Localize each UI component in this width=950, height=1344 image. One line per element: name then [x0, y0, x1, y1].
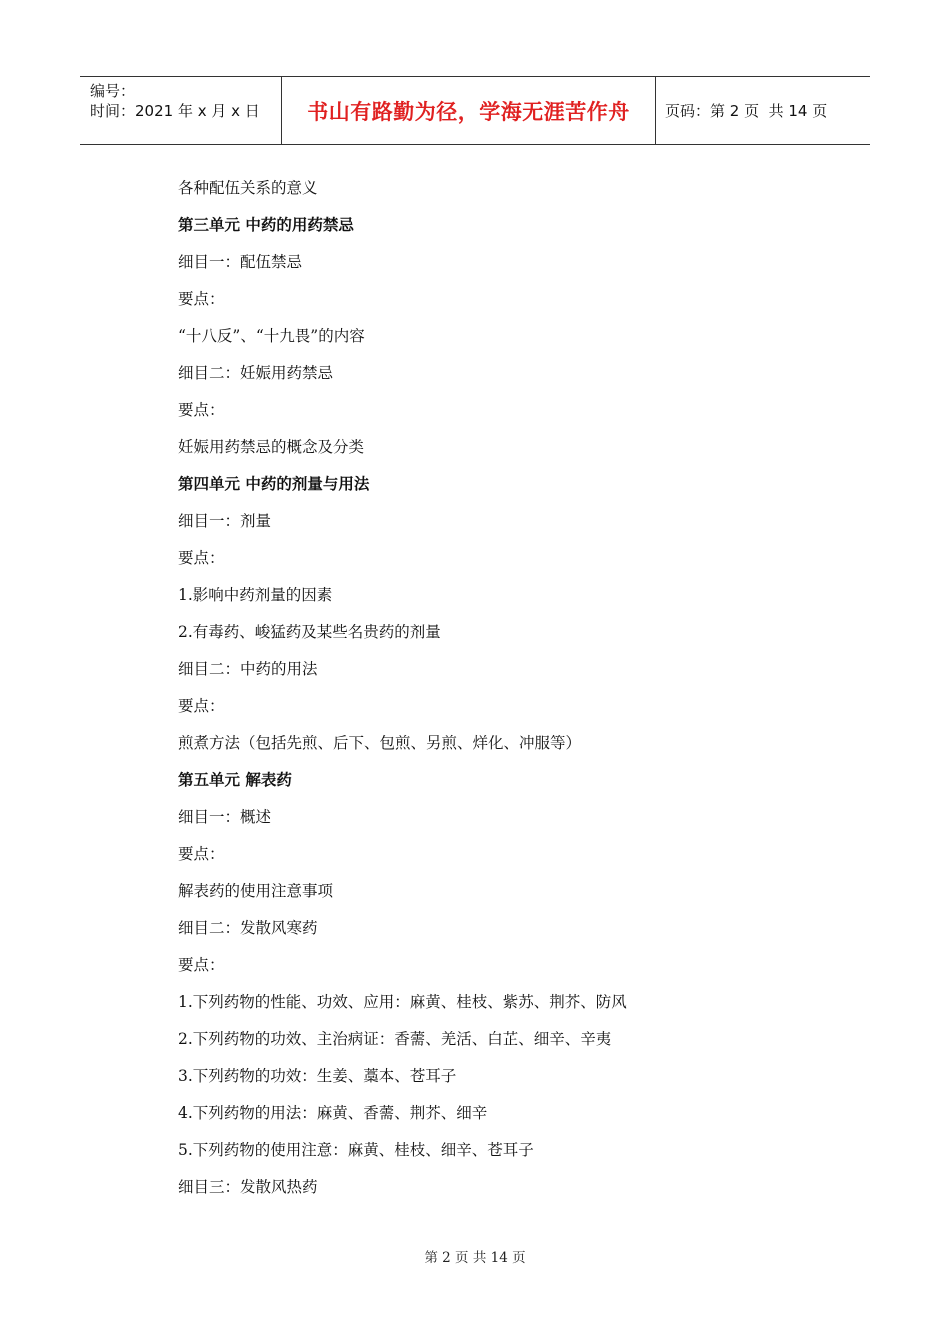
- page-header: [80, 76, 870, 145]
- text-line: 细目三：发散风热药: [178, 1178, 318, 1196]
- text-line: 细目一：概述: [178, 808, 272, 826]
- text-line: 1.下列药物的性能、功效、应用：麻黄、桂枝、紫苏、荆芥、防风: [178, 993, 627, 1011]
- page-footer: 第 2 页 共 14 页: [424, 1250, 526, 1266]
- header-divider-right: [655, 77, 656, 144]
- text-line: 细目一：剂量: [178, 512, 272, 530]
- text-line: 细目一：配伍禁忌: [178, 253, 303, 271]
- document-body: [178, 170, 818, 1206]
- text-line: 5.下列药物的使用注意：麻黄、桂枝、细辛、苍耳子: [178, 1141, 534, 1159]
- text-line: 妊娠用药禁忌的概念及分类: [178, 438, 365, 456]
- header-motto: 书山有路勤为径，学海无涯苦作舟: [307, 99, 630, 124]
- text-line: 煎煮方法（包括先煎、后下、包煎、另煎、烊化、冲服等）: [178, 734, 582, 752]
- text-line: 2.下列药物的功效、主治病证：香薷、羌活、白芷、细辛、辛夷: [178, 1030, 612, 1048]
- text-line: 2.有毒药、峻猛药及某些名贵药的剂量: [178, 623, 441, 641]
- text-line: 要点：: [178, 956, 225, 974]
- text-line: 要点：: [178, 845, 225, 863]
- number-label: 编号：: [90, 82, 136, 100]
- text-line: 细目二：发散风寒药: [178, 919, 318, 937]
- text-line: 3.下列药物的功效：生姜、藁本、苍耳子: [178, 1067, 457, 1085]
- text-line: 要点：: [178, 401, 225, 419]
- text-line: 4.下列药物的用法：麻黄、香薷、荆芥、细辛: [178, 1104, 488, 1122]
- text-line: “十八反”、“十九畏”的内容: [178, 327, 365, 345]
- text-line: 要点：: [178, 549, 225, 567]
- section-heading: 第五单元 解表药: [178, 771, 292, 789]
- text-line: 各种配伍关系的意义: [178, 179, 318, 197]
- header-page-info: 页码：第 2 页 共 14 页: [665, 102, 828, 120]
- section-heading: 第三单元 中药的用药禁忌: [178, 216, 354, 234]
- section-heading: 第四单元 中药的剂量与用法: [178, 475, 370, 493]
- text-line: 细目二：中药的用法: [178, 660, 318, 678]
- text-line: 要点：: [178, 697, 225, 715]
- text-line: 细目二：妊娠用药禁忌: [178, 364, 334, 382]
- header-meta: [90, 81, 260, 121]
- text-line: 要点：: [178, 290, 225, 308]
- text-line: 1.影响中药剂量的因素: [178, 586, 333, 604]
- time-label: 时间：2021 年 x 月 x 日: [90, 102, 260, 120]
- text-line: 解表药的使用注意事项: [178, 882, 334, 900]
